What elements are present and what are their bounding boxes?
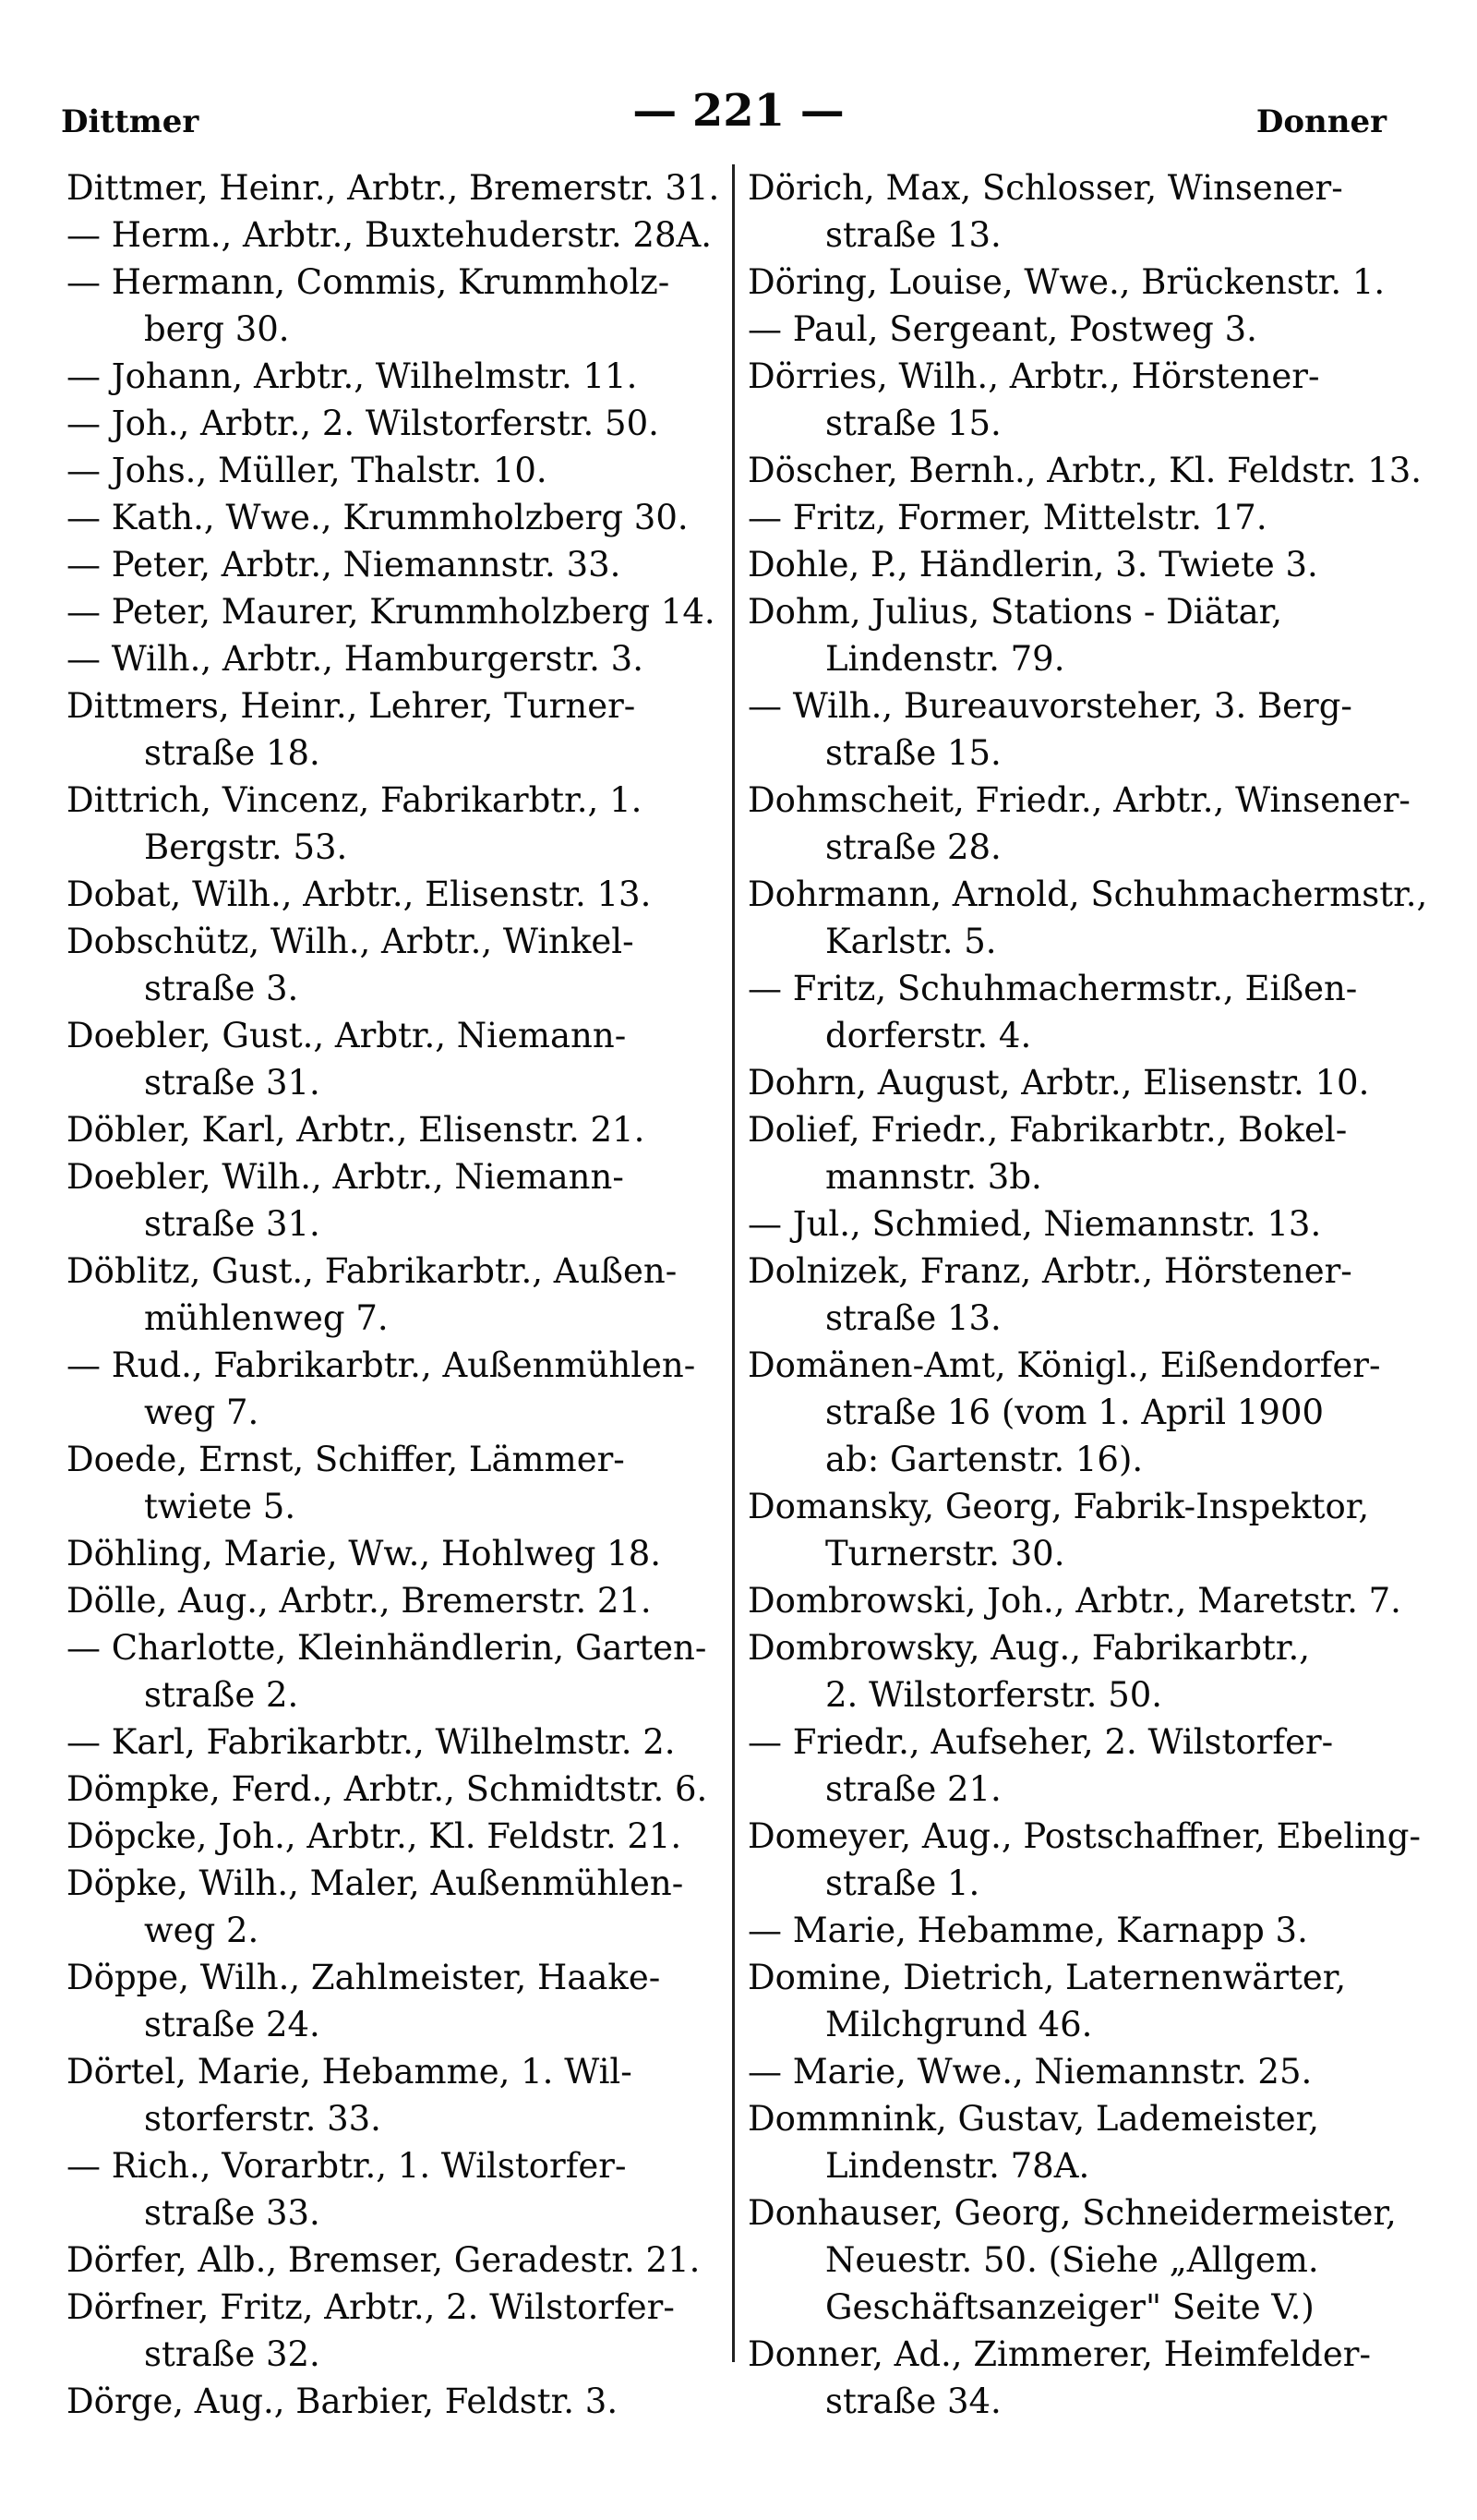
- entry-line: Domansky, Georg, Fabrik-Inspektor,: [748, 1487, 1370, 1526]
- directory-entry: [66, 871, 740, 918]
- directory-entry: [748, 2048, 1431, 2095]
- entry-continuation: storferstr. 33.: [144, 2099, 381, 2139]
- entry-line: Dobschütz, Wilh., Arbtr., Winkel-: [66, 922, 634, 961]
- entry-continuation: straße 16 (vom 1. April 1900: [825, 1393, 1325, 1432]
- entry-continuation: straße 28.: [825, 827, 1002, 867]
- entry-line: — Johs., Müller, Thalstr. 10.: [66, 451, 547, 490]
- entry-line: — Herm., Arbtr., Buxtehuderstr. 28A.: [66, 215, 712, 255]
- directory-entry: [66, 1106, 740, 1153]
- directory-entry: [66, 777, 740, 871]
- directory-entry: [748, 1718, 1431, 1813]
- directory-entry: [66, 1012, 740, 1106]
- entry-line: Dörfner, Fritz, Arbtr., 2. Wilstorfer-: [66, 2287, 675, 2327]
- entry-continuation: straße 13.: [825, 1298, 1002, 1338]
- directory-entry: [66, 259, 740, 353]
- directory-entry: [66, 541, 740, 588]
- directory-entry: [66, 2378, 740, 2425]
- directory-entry: [66, 1954, 740, 2048]
- directory-entry: [66, 1342, 740, 1436]
- entry-line: — Rich., Vorarbtr., 1. Wilstorfer-: [66, 2146, 627, 2186]
- entry-line: Dohrmann, Arnold, Schuhmachermstr.,: [748, 874, 1428, 914]
- directory-entry: [748, 494, 1431, 541]
- directory-entry: [66, 2237, 740, 2284]
- directory-entry: [66, 164, 740, 211]
- entry-continuation: Milchgrund 46.: [825, 2005, 1093, 2044]
- entry-continuation: straße 31.: [144, 1063, 320, 1103]
- entry-continuation: dorferstr. 4.: [825, 1016, 1032, 1055]
- directory-entry: [66, 682, 740, 777]
- entry-line: Dörge, Aug., Barbier, Feldstr. 3.: [66, 2381, 618, 2421]
- entry-line: Donner, Ad., Zimmerer, Heimfelder-: [748, 2334, 1371, 2374]
- directory-entry: [66, 1813, 740, 1860]
- entry-continuation: Lindenstr. 78A.: [825, 2146, 1090, 2186]
- entry-line: Dörries, Wilh., Arbtr., Hörstener-: [748, 356, 1320, 396]
- directory-entry: [748, 2189, 1431, 2331]
- directory-entry: [748, 1483, 1431, 1577]
- running-head-right: Donner: [1255, 103, 1387, 140]
- directory-entry: [66, 635, 740, 682]
- entry-line: — Johann, Arbtr., Wilhelmstr. 11.: [66, 356, 638, 396]
- entry-line: Doede, Ernst, Schiffer, Lämmer-: [66, 1440, 625, 1479]
- entry-line: — Fritz, Former, Mittelstr. 17.: [748, 498, 1267, 537]
- directory-entry: [748, 1059, 1431, 1106]
- entry-line: Döscher, Bernh., Arbtr., Kl. Feldstr. 13.: [748, 451, 1423, 490]
- directory-entry: [66, 1153, 740, 1248]
- entry-line: — Peter, Arbtr., Niemannstr. 33.: [66, 545, 621, 585]
- directory-entry: [66, 588, 740, 635]
- entry-line: — Charlotte, Kleinhändlerin, Garten-: [66, 1628, 707, 1668]
- entry-line: Dommnink, Gustav, Lademeister,: [748, 2099, 1320, 2139]
- directory-entry: [66, 1718, 740, 1766]
- directory-entry: [748, 353, 1431, 447]
- directory-entry: [748, 1248, 1431, 1342]
- entry-line: Dörtel, Marie, Hebamme, 1. Wil-: [66, 2052, 632, 2092]
- entry-line: — Wilh., Arbtr., Hamburgerstr. 3.: [66, 639, 643, 679]
- entry-line: Dittmers, Heinr., Lehrer, Turner-: [66, 686, 636, 726]
- entry-line: Dittmer, Heinr., Arbtr., Bremerstr. 31.: [66, 168, 720, 208]
- running-head-left: Dittmer: [61, 103, 199, 140]
- entry-continuation: straße 32.: [144, 2334, 320, 2374]
- entry-line: — Marie, Hebamme, Karnapp 3.: [748, 1911, 1308, 1950]
- directory-entry: [66, 918, 740, 1012]
- entry-continuation: straße 31.: [144, 1204, 320, 1244]
- directory-entry: [66, 1436, 740, 1530]
- directory-entry: [748, 306, 1431, 353]
- right-column: [748, 164, 1431, 2425]
- entry-line: Dobat, Wilh., Arbtr., Elisenstr. 13.: [66, 874, 652, 914]
- entry-line: Dölle, Aug., Arbtr., Bremerstr. 21.: [66, 1581, 652, 1621]
- directory-entry: [66, 447, 740, 494]
- directory-entry: [66, 1860, 740, 1954]
- entry-continuation: straße 34.: [825, 2381, 1002, 2421]
- entry-line: Domine, Dietrich, Laternenwärter,: [748, 1958, 1347, 1997]
- entry-continuation: straße 15.: [825, 404, 1002, 443]
- directory-entry: [748, 1624, 1431, 1718]
- entry-line: — Hermann, Commis, Krummholz-: [66, 262, 670, 302]
- directory-entry: [66, 353, 740, 400]
- directory-entry: [66, 211, 740, 259]
- entry-line: Döpcke, Joh., Arbtr., Kl. Feldstr. 21.: [66, 1816, 682, 1856]
- directory-entry: [66, 494, 740, 541]
- entry-line: Döpke, Wilh., Maler, Außenmühlen-: [66, 1863, 684, 1903]
- entry-line: — Friedr., Aufseher, 2. Wilstorfer-: [748, 1722, 1334, 1762]
- entry-line: Döblitz, Gust., Fabrikarbtr., Außen-: [66, 1251, 678, 1291]
- entry-line: Doebler, Wilh., Arbtr., Niemann-: [66, 1157, 624, 1197]
- entry-line: — Joh., Arbtr., 2. Wilstorferstr. 50.: [66, 404, 659, 443]
- directory-entry: [748, 1907, 1431, 1954]
- entry-continuation: straße 1.: [825, 1863, 980, 1903]
- directory-entry: [748, 164, 1431, 259]
- entry-line: — Marie, Wwe., Niemannstr. 25.: [748, 2052, 1313, 2092]
- entry-line: — Rud., Fabrikarbtr., Außenmühlen-: [66, 1345, 696, 1385]
- entry-line: Dittrich, Vincenz, Fabrikarbtr., 1.: [66, 780, 642, 820]
- directory-entry: [748, 259, 1431, 306]
- directory-entry: [748, 1577, 1431, 1624]
- directory-entry: [748, 1106, 1431, 1200]
- directory-entry: [748, 1200, 1431, 1248]
- entry-continuation: straße 15.: [825, 733, 1002, 773]
- entry-line: Dombrowski, Joh., Arbtr., Maretstr. 7.: [748, 1581, 1401, 1621]
- entry-line: Dolnizek, Franz, Arbtr., Hörstener-: [748, 1251, 1352, 1291]
- directory-entry: [66, 1624, 740, 1718]
- entry-continuation: straße 2.: [144, 1675, 299, 1715]
- directory-entry: [748, 777, 1431, 871]
- directory-entry: [66, 1248, 740, 1342]
- entry-continuation: berg 30.: [144, 309, 290, 349]
- directory-entry: [748, 871, 1431, 965]
- entry-continuation: mannstr. 3b.: [825, 1157, 1042, 1197]
- entry-line: Dohmscheit, Friedr., Arbtr., Winsener-: [748, 780, 1411, 820]
- entry-line: — Paul, Sergeant, Postweg 3.: [748, 309, 1257, 349]
- entry-line: Doebler, Gust., Arbtr., Niemann-: [66, 1016, 627, 1055]
- entry-line: Dömpke, Ferd., Arbtr., Schmidtstr. 6.: [66, 1769, 708, 1809]
- entry-continuation: straße 33.: [144, 2193, 320, 2233]
- entry-line: Döhling, Marie, Ww., Hohlweg 18.: [66, 1534, 662, 1573]
- entry-line: Dörich, Max, Schlosser, Winsener-: [748, 168, 1343, 208]
- entry-continuation: ab: Gartenstr. 16).: [825, 1440, 1144, 1479]
- entry-continuation: twiete 5.: [144, 1487, 296, 1526]
- entry-line: Döppe, Wilh., Zahlmeister, Haake-: [66, 1958, 661, 1997]
- entry-line: Dombrowsky, Aug., Fabrikarbtr.,: [748, 1628, 1311, 1668]
- entry-continuation: Turnerstr. 30.: [825, 1534, 1065, 1573]
- entry-continuation: straße 18.: [144, 733, 320, 773]
- entry-continuation: Geschäftsanzeiger" Seite V.): [825, 2287, 1315, 2327]
- entry-line: — Fritz, Schuhmachermstr., Eißen-: [748, 969, 1358, 1008]
- directory-entry: [66, 1530, 740, 1577]
- entry-line: Donhauser, Georg, Schneidermeister,: [748, 2193, 1397, 2233]
- directory-entry: [748, 2095, 1431, 2189]
- entry-line: — Peter, Maurer, Krummholzberg 14.: [66, 592, 715, 632]
- entry-continuation: Lindenstr. 79.: [825, 639, 1065, 679]
- entry-line: Dolief, Friedr., Fabrikarbtr., Bokel-: [748, 1110, 1348, 1150]
- directory-entry: [748, 1813, 1431, 1907]
- directory-entry: [66, 2142, 740, 2237]
- page-number: — 221 —: [632, 85, 845, 137]
- entry-continuation: straße 24.: [144, 2005, 320, 2044]
- directory-entry: [748, 1954, 1431, 2048]
- entry-continuation: straße 3.: [144, 969, 299, 1008]
- entry-continuation: weg 7.: [144, 1393, 259, 1432]
- entry-line: Döbler, Karl, Arbtr., Elisenstr. 21.: [66, 1110, 645, 1150]
- entry-continuation: Karlstr. 5.: [825, 922, 997, 961]
- entry-line: Dohm, Julius, Stations - Diätar,: [748, 592, 1283, 632]
- entry-line: Dörfer, Alb., Bremser, Geradestr. 21.: [66, 2240, 701, 2280]
- entry-continuation: 2. Wilstorferstr. 50.: [825, 1675, 1163, 1715]
- entry-continuation: straße 13.: [825, 215, 1002, 255]
- entry-line: — Wilh., Bureauvorsteher, 3. Berg-: [748, 686, 1352, 726]
- entry-line: — Jul., Schmied, Niemannstr. 13.: [748, 1204, 1322, 1244]
- directory-entry: [748, 541, 1431, 588]
- directory-entry: [66, 1766, 740, 1813]
- directory-entry: [748, 965, 1431, 1059]
- entry-line: — Karl, Fabrikarbtr., Wilhelmstr. 2.: [66, 1722, 676, 1762]
- entry-line: Dohrn, August, Arbtr., Elisenstr. 10.: [748, 1063, 1370, 1103]
- entry-continuation: straße 21.: [825, 1769, 1002, 1809]
- entry-continuation: mühlenweg 7.: [144, 1298, 389, 1338]
- directory-entry: [66, 2284, 740, 2378]
- directory-entry: [748, 447, 1431, 494]
- entry-line: — Kath., Wwe., Krummholzberg 30.: [66, 498, 689, 537]
- entry-line: Domänen-Amt, Königl., Eißendorfer-: [748, 1345, 1381, 1385]
- entry-line: Dohle, P., Händlerin, 3. Twiete 3.: [748, 545, 1318, 585]
- directory-entry: [66, 2048, 740, 2142]
- directory-entry: [748, 2331, 1431, 2425]
- entry-line: Döring, Louise, Wwe., Brückenstr. 1.: [748, 262, 1386, 302]
- directory-entry: [66, 400, 740, 447]
- entry-continuation: Neuestr. 50. (Siehe „Allgem.: [825, 2240, 1319, 2280]
- page-header: [0, 85, 1477, 150]
- entry-continuation: Bergstr. 53.: [144, 827, 348, 867]
- directory-entry: [748, 588, 1431, 682]
- directory-entry: [748, 1342, 1431, 1483]
- left-column: [66, 164, 740, 2425]
- directory-entry: [66, 1577, 740, 1624]
- entry-continuation: weg 2.: [144, 1911, 259, 1950]
- directory-entry: [748, 682, 1431, 777]
- entry-line: Domeyer, Aug., Postschaffner, Ebeling-: [748, 1816, 1421, 1856]
